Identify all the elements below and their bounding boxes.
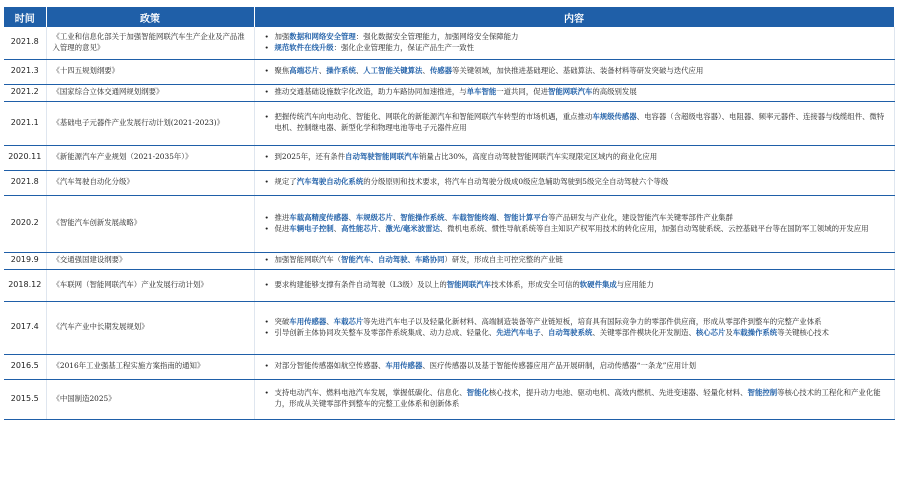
content-text: 对部分智能传感器如航空传感器、 xyxy=(274,361,386,371)
row-policy: 《中国制造2025》 xyxy=(46,379,254,419)
highlight-term: 汽车驾驶自动化系统 xyxy=(296,177,364,187)
content-bullet-list xyxy=(263,388,891,409)
row-content xyxy=(254,252,894,269)
highlight-term: 智能操作系统 xyxy=(400,212,445,222)
content-text: 、关键零部件模块化开发制造、 xyxy=(592,327,696,337)
header-policy: 政策 xyxy=(46,7,254,27)
highlight-term: 智能计算平台 xyxy=(503,212,549,222)
table-row xyxy=(4,101,894,145)
content-text: 、 xyxy=(326,316,334,326)
table-body xyxy=(4,27,894,419)
highlight-term: 自动驾驶智能网联汽车 xyxy=(345,152,419,162)
content-text: 、 xyxy=(348,212,356,222)
highlight-term: 核心芯片 xyxy=(695,327,726,337)
policy-table xyxy=(4,7,895,420)
policy-table-container xyxy=(4,7,894,420)
row-policy: 《基础电子元器件产业发展行动计划(2021-2023)》 xyxy=(46,101,254,145)
content-text: 核心技术，提升动力电池、驱动电机、高效内燃机、先进变速器、轻量化材料、 xyxy=(488,388,748,398)
table-row xyxy=(4,170,894,195)
highlight-term: 车规级芯片 xyxy=(355,212,393,222)
content-bullet-list xyxy=(263,177,891,188)
content-text: 引导创新主体协同攻关整车及零部件系统集成、动力总成、轻量化、 xyxy=(274,327,497,337)
content-bullet xyxy=(263,43,891,54)
content-text: 到2025年，还有条件 xyxy=(274,152,346,162)
row-content xyxy=(254,59,894,84)
highlight-term: 传感器 xyxy=(429,66,452,76)
content-bullet xyxy=(263,66,891,77)
content-bullet xyxy=(263,328,891,339)
content-text: 、 xyxy=(333,223,342,233)
content-bullet-list xyxy=(263,112,891,133)
content-text: 、医疗传感器以及基于智能传感器应用产品开展研制，启动传感器“一条龙”应用计划 xyxy=(422,361,696,371)
content-text: 把握传统汽车向电动化、智能化、网联化的新能源汽车和智能网联汽车转型的市场机遇，重点推动 xyxy=(274,112,593,122)
content-text: 、 xyxy=(422,66,430,76)
content-text: 推动交通基础设施数字化改造，助力车路协同加速推进，与 xyxy=(274,87,467,97)
content-text: 、 xyxy=(540,327,548,337)
content-text: 加强 xyxy=(274,32,290,42)
highlight-term: 智能网联汽车 xyxy=(548,87,593,97)
row-content xyxy=(254,101,894,145)
content-text: 规定了 xyxy=(274,177,297,187)
content-bullet xyxy=(263,255,891,266)
content-bullet xyxy=(263,87,891,98)
content-text: 、 xyxy=(444,212,452,222)
header-time: 时间 xyxy=(4,7,46,27)
table-header-row xyxy=(4,7,894,27)
content-bullet-list xyxy=(263,255,891,266)
highlight-term: 操作系统 xyxy=(326,66,356,76)
table-row xyxy=(4,195,894,252)
content-text: 、 xyxy=(378,223,386,233)
row-content xyxy=(254,269,894,301)
content-bullet xyxy=(263,32,891,43)
content-bullet xyxy=(263,361,891,372)
row-year: 2020.2 xyxy=(4,195,46,252)
row-policy: 《国家综合立体交通网规划纲要》 xyxy=(46,84,254,101)
highlight-term: 规范软件在线升级 xyxy=(274,42,334,52)
content-text: ：强化企业管理能力，保证产品生产一致性 xyxy=(333,42,475,52)
table-row xyxy=(4,379,894,419)
content-text: 支持电动汽车、燃料电池汽车发展，掌握低碳化、信息化、 xyxy=(274,388,467,398)
row-year: 2015.5 xyxy=(4,379,46,419)
content-bullet-list xyxy=(263,87,891,98)
content-text: 等核心技术的工程化和产业化能力，形成从关键零部件到整车的完整工业体系和创新体系 xyxy=(274,388,881,408)
content-bullet-list xyxy=(263,317,891,338)
content-text: 推进 xyxy=(274,212,290,222)
highlight-term: 车辆电子控制 xyxy=(289,223,334,233)
row-policy: 《汽车驾驶自动化分级》 xyxy=(46,170,254,195)
highlight-term: 车用传感器 xyxy=(385,361,423,371)
content-text: 销量占比30%，高度自动驾驶智能网联汽车实现限定区域内的商业化应用 xyxy=(418,152,658,162)
row-content xyxy=(254,84,894,101)
row-year: 2021.2 xyxy=(4,84,46,101)
content-bullet-list xyxy=(263,361,891,372)
row-content xyxy=(254,27,894,59)
content-text: 的高级别发展 xyxy=(592,87,637,97)
content-bullet-list xyxy=(263,280,891,291)
highlight-term: 车用传感器 xyxy=(289,316,327,326)
content-bullet xyxy=(263,152,891,163)
table-row xyxy=(4,269,894,301)
row-policy: 《工业和信息化部关于加强智能网联汽车生产企业及产品准入管理的意见》 xyxy=(46,27,254,59)
highlight-term: 先进汽车电子 xyxy=(496,327,541,337)
content-text: 与应用能力 xyxy=(616,279,654,289)
content-bullet-list xyxy=(263,213,891,234)
highlight-term: 智能汽车、自动驾驶、车路协同 xyxy=(341,255,445,265)
content-bullet xyxy=(263,317,891,328)
content-bullet-list xyxy=(263,152,891,163)
row-content xyxy=(254,195,894,252)
content-text: 、 xyxy=(496,212,504,222)
row-year: 2021.1 xyxy=(4,101,46,145)
row-year: 2018.12 xyxy=(4,269,46,301)
row-policy: 《汽车产业中长期发展规划》 xyxy=(46,301,254,354)
row-year: 2016.5 xyxy=(4,354,46,379)
content-text: 、电容器（含超级电容器）、电阻器、频率元器件、连接器与线缆组件、微特电机、控制继电器、新型化学和物理电池等电子元器件应用 xyxy=(274,112,885,132)
content-text: 的分级原则和技术要求，将汽车自动驾驶分级成0级应急辅助驾驶到5级完全自动驾驶六个等级 xyxy=(363,177,669,187)
content-bullet xyxy=(263,388,891,409)
content-text: ：强化数据安全管理能力，加强网络安全保障能力 xyxy=(355,32,519,42)
highlight-term: 高性能芯片 xyxy=(341,223,379,233)
highlight-term: 车载芯片 xyxy=(333,316,364,326)
table-row xyxy=(4,354,894,379)
highlight-term: 软硬件集成 xyxy=(579,279,617,289)
highlight-term: 车载操作系统 xyxy=(732,327,778,337)
content-text: 、 xyxy=(355,66,364,76)
row-year: 2021.8 xyxy=(4,27,46,59)
row-year: 2021.8 xyxy=(4,170,46,195)
row-year: 2019.9 xyxy=(4,252,46,269)
highlight-term: 智能控制 xyxy=(747,388,778,398)
content-bullet-list xyxy=(263,32,891,53)
row-year: 2020.11 xyxy=(4,145,46,170)
row-year: 2021.3 xyxy=(4,59,46,84)
highlight-term: 智能化 xyxy=(466,388,489,398)
content-text: 、微机电系统、惯性导航系统等自主知识产权军用技术的转化应用，加强自动驾驶系统、云控基础平台等在国防军工领域的开发应用 xyxy=(439,223,869,233)
row-policy: 《智能汽车创新发展战略》 xyxy=(46,195,254,252)
row-policy: 《车联网（智能网联汽车）产业发展行动计划》 xyxy=(46,269,254,301)
highlight-term: 车规级传感器 xyxy=(592,112,637,122)
row-policy: 《2016年工业强基工程实施方案指南的通知》 xyxy=(46,354,254,379)
highlight-term: 车载智能终端 xyxy=(451,212,497,222)
content-bullet xyxy=(263,112,891,133)
highlight-term: 智能网联汽车 xyxy=(446,279,492,289)
row-policy: 《新能源汽车产业规划（2021-2035年）》 xyxy=(46,145,254,170)
content-text: 技术体系，形成安全可信的 xyxy=(491,279,580,289)
table-row xyxy=(4,59,894,84)
table-row xyxy=(4,301,894,354)
header-content: 内容 xyxy=(254,7,894,27)
content-text: 加强智能网联汽车（ xyxy=(274,255,342,265)
highlight-term: 数据和网络安全管理 xyxy=(289,32,356,42)
content-text: 要求构建能够支撑有条件自动驾驶（L3级）及以上的 xyxy=(274,279,447,289)
row-content xyxy=(254,354,894,379)
highlight-term: 单车智能 xyxy=(466,87,497,97)
content-text: 、 xyxy=(392,212,401,222)
content-text: ）研发，形成自主可控完整的产业链 xyxy=(444,255,563,265)
content-text: 突破 xyxy=(274,316,290,326)
row-year: 2017.4 xyxy=(4,301,46,354)
highlight-term: 人工智能关键算法 xyxy=(363,66,423,76)
content-bullet xyxy=(263,224,891,235)
row-policy: 《交通强国建设纲要》 xyxy=(46,252,254,269)
content-bullet-list xyxy=(263,66,891,77)
row-content xyxy=(254,379,894,419)
table-row xyxy=(4,145,894,170)
highlight-term: 高端芯片 xyxy=(289,66,319,76)
content-text: 促进 xyxy=(274,223,290,233)
table-row xyxy=(4,252,894,269)
content-text: 等关键核心技术 xyxy=(777,327,829,337)
table-row xyxy=(4,27,894,59)
content-text: 聚焦 xyxy=(274,66,290,76)
row-content xyxy=(254,170,894,195)
content-text: 一道共同，促进 xyxy=(496,87,548,97)
row-content xyxy=(254,301,894,354)
content-bullet xyxy=(263,280,891,291)
highlight-term: 激光/毫米波雷达 xyxy=(385,223,440,233)
highlight-term: 车载高精度传感器 xyxy=(289,212,349,222)
row-policy: 《十四五规划纲要》 xyxy=(46,59,254,84)
content-text: 、 xyxy=(318,66,327,76)
table-row xyxy=(4,84,894,101)
content-bullet xyxy=(263,177,891,188)
row-content xyxy=(254,145,894,170)
content-text: 及 xyxy=(725,327,733,337)
content-text: 等产品研发与产业化，建设智能汽车关键零部件产业集群 xyxy=(548,212,733,222)
content-bullet xyxy=(263,213,891,224)
content-text: 等先进汽车电子以及轻量化新材料、高端制造装备等产业链短板，培育具有国际竞争力的零部件供应商，形成从零部件到整车的完整产业体系 xyxy=(363,316,822,326)
content-text: 等关键领域，加快推进基础理论、基础算法、装备材料等研发突破与迭代应用 xyxy=(452,66,704,76)
highlight-term: 自动驾驶系统 xyxy=(548,327,593,337)
